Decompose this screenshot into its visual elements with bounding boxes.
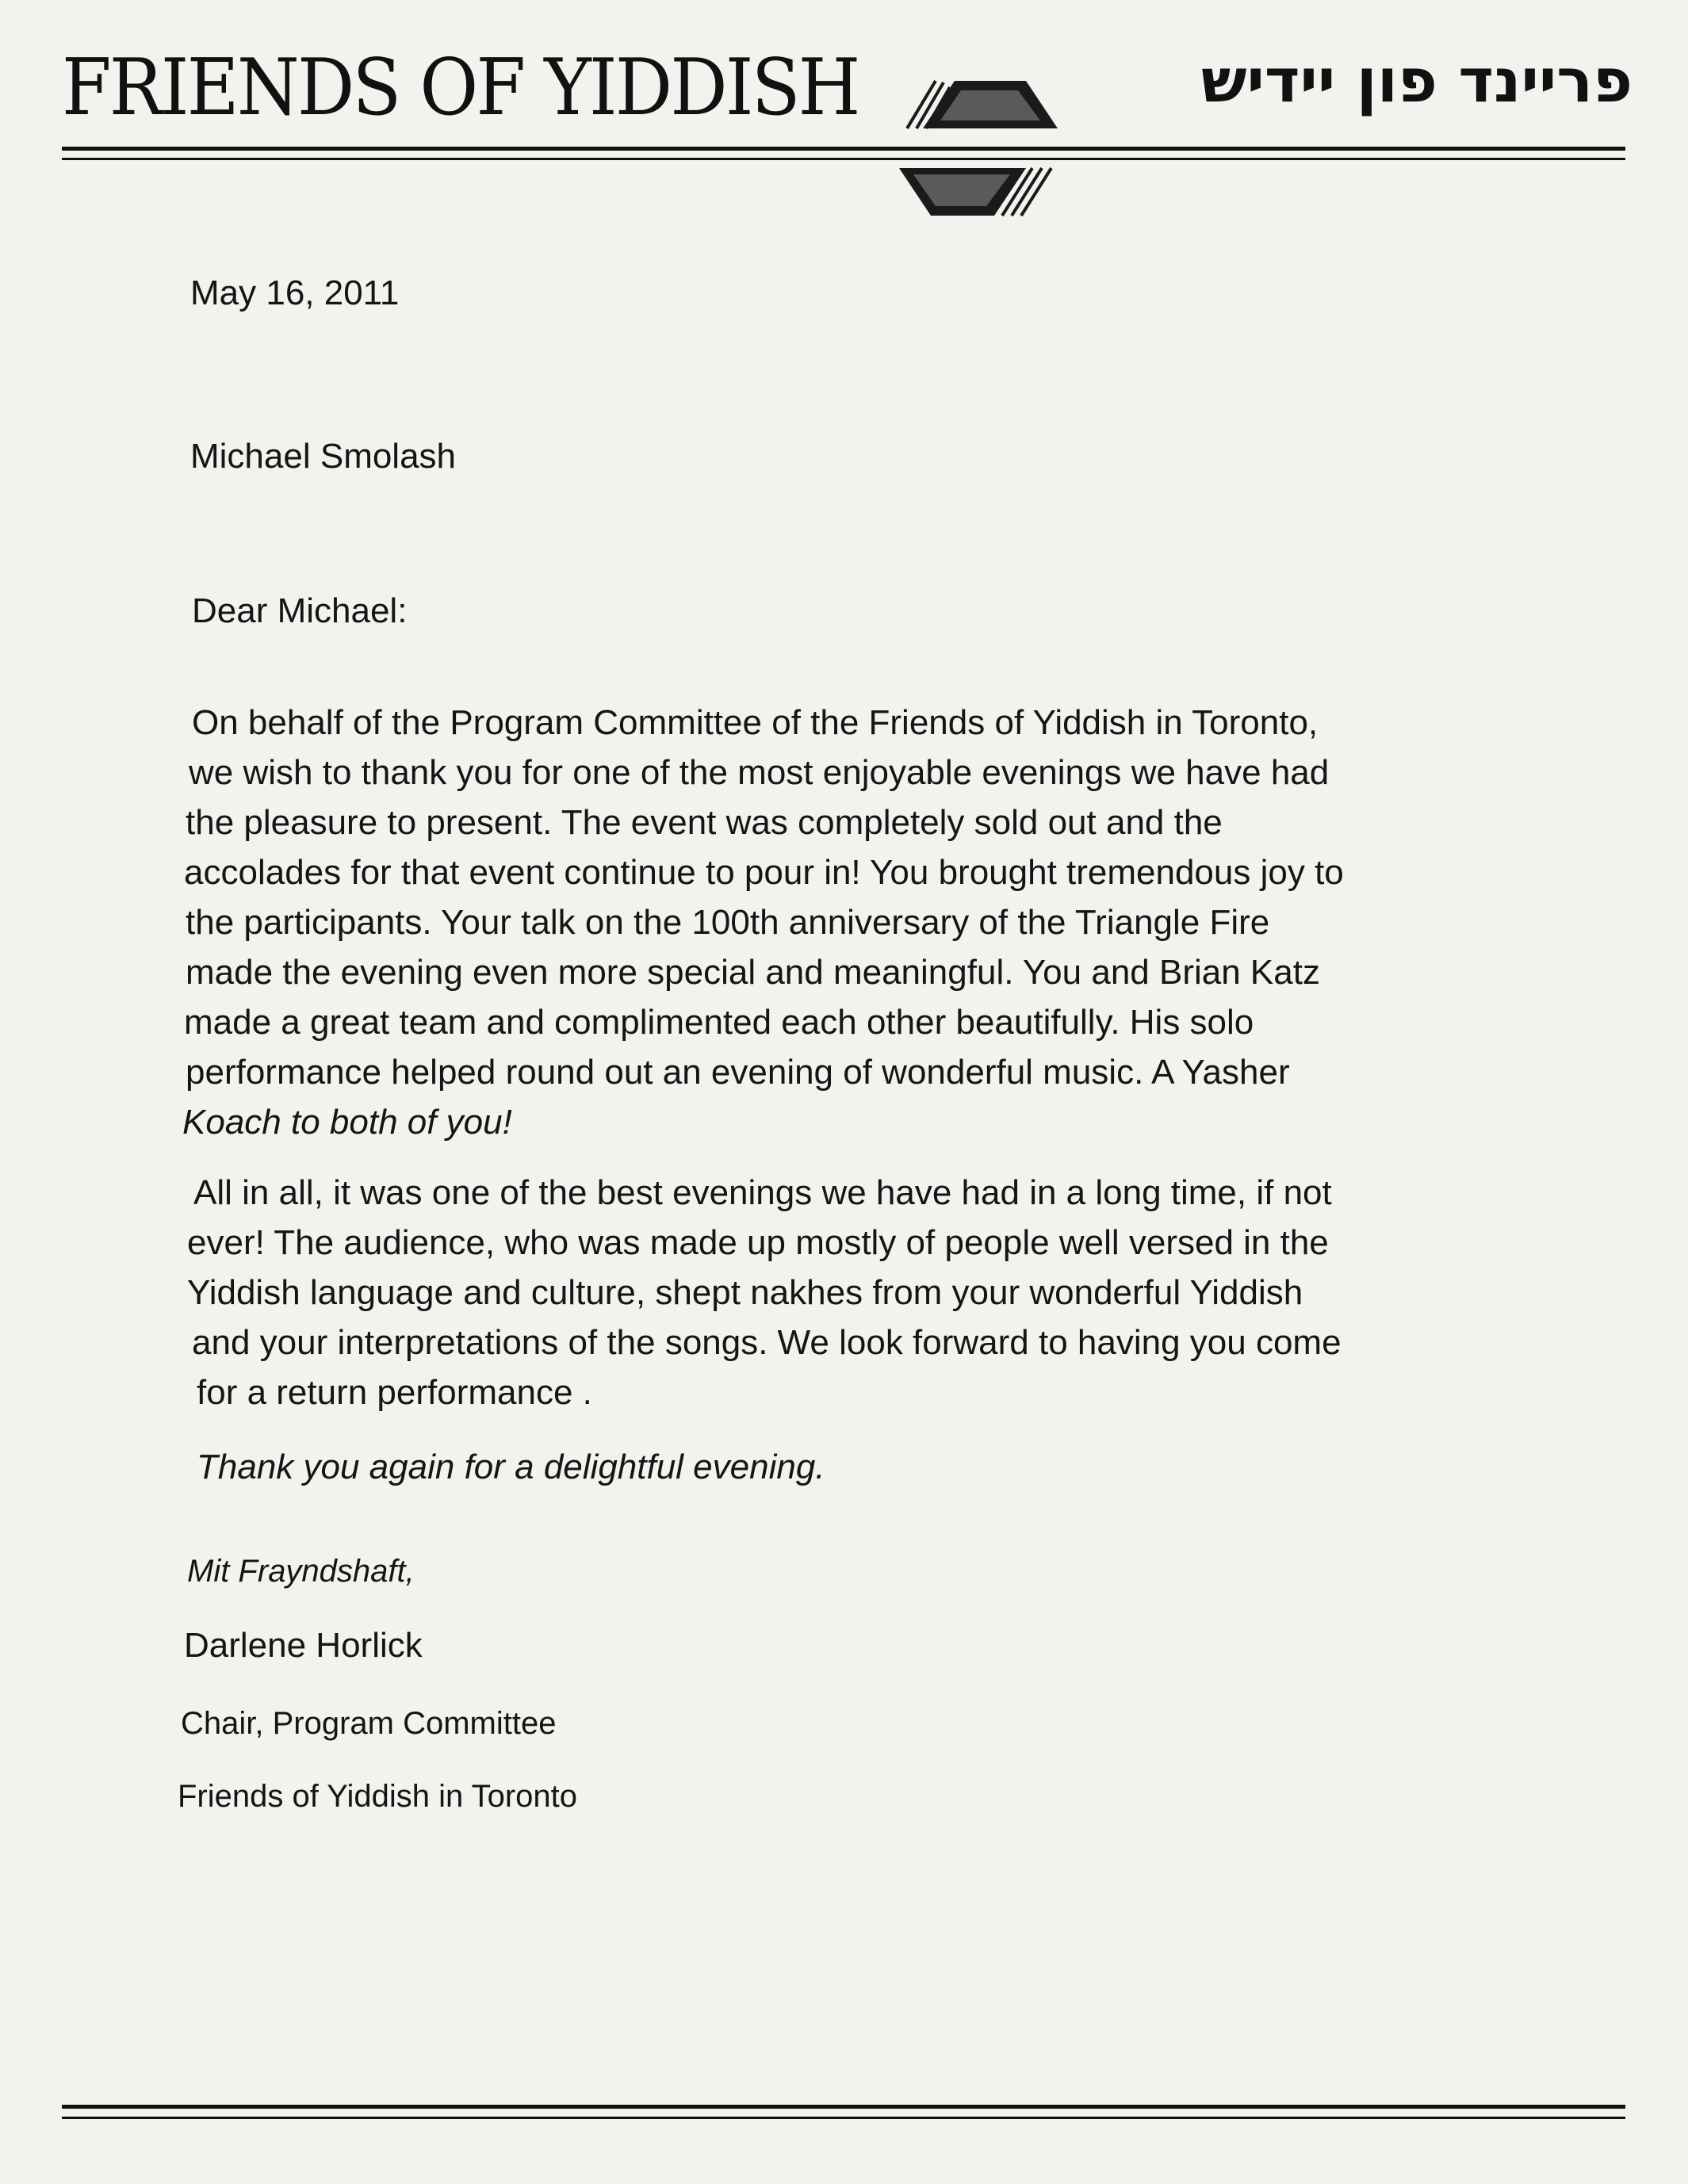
closing-thanks: Thank you again for a delightful evening.: [197, 1448, 825, 1486]
paragraph-line: performance helped round out an evening of wonderful music. A Yasher: [186, 1053, 1290, 1092]
paragraph-line: for a return performance .: [197, 1373, 592, 1412]
stylized-triangle-emblem-icon: [899, 73, 1058, 231]
paragraph-line: made a great team and complimented each other beautifully. His solo: [184, 1003, 1254, 1042]
recipient-name: Michael Smolash: [190, 437, 457, 476]
body-paragraph-2: [186, 1168, 1494, 1417]
body-paragraph-1: [182, 698, 1494, 1147]
paragraph-line: the participants. Your talk on the 100th anniversary of the Triangle Fire: [186, 903, 1270, 942]
org-name-yiddish: פריינד פון יידיש: [1200, 45, 1632, 116]
letter-date: May 16, 2011: [190, 273, 400, 312]
paragraph-line: Yiddish language and culture, shept nakhes from your wonderful Yiddish: [187, 1273, 1303, 1312]
salutation: Dear Michael:: [192, 591, 408, 630]
footer-rule-top: [62, 2105, 1625, 2109]
paragraph-line: and your interpretations of the songs. We look forward to having you come: [192, 1323, 1342, 1362]
paragraph-line: the pleasure to present. The event was completely sold out and the: [186, 803, 1223, 842]
paragraph-line: On behalf of the Program Committee of the Friends of Yiddish in Toronto,: [192, 703, 1319, 742]
signer-organization: Friends of Yiddish in Toronto: [178, 1779, 578, 1814]
paragraph-line: we wish to thank you for one of the most enjoyable evenings we have had: [189, 753, 1330, 792]
paragraph-line: All in all, it was one of the best evenings we have had in a long time, if not: [193, 1173, 1332, 1212]
header-rule-top: [62, 147, 1625, 151]
org-name-english: FRIENDS OF YIDDISH: [62, 43, 859, 133]
signer-name: Darlene Horlick: [184, 1626, 423, 1665]
paragraph-line: ever! The audience, who was made up mostly of people well versed in the: [187, 1223, 1329, 1262]
footer-rule-bottom: [62, 2117, 1625, 2119]
header-rule-bottom: [62, 158, 1625, 160]
signer-title: Chair, Program Committee: [181, 1706, 557, 1741]
paragraph-line: accolades for that event continue to pour in! You brought tremendous joy to: [184, 853, 1344, 892]
paragraph-line: Koach to both of you!: [182, 1103, 512, 1142]
valediction: Mit Frayndshaft,: [187, 1554, 415, 1589]
paragraph-line: made the evening even more special and meaningful. You and Brian Katz: [186, 953, 1320, 992]
